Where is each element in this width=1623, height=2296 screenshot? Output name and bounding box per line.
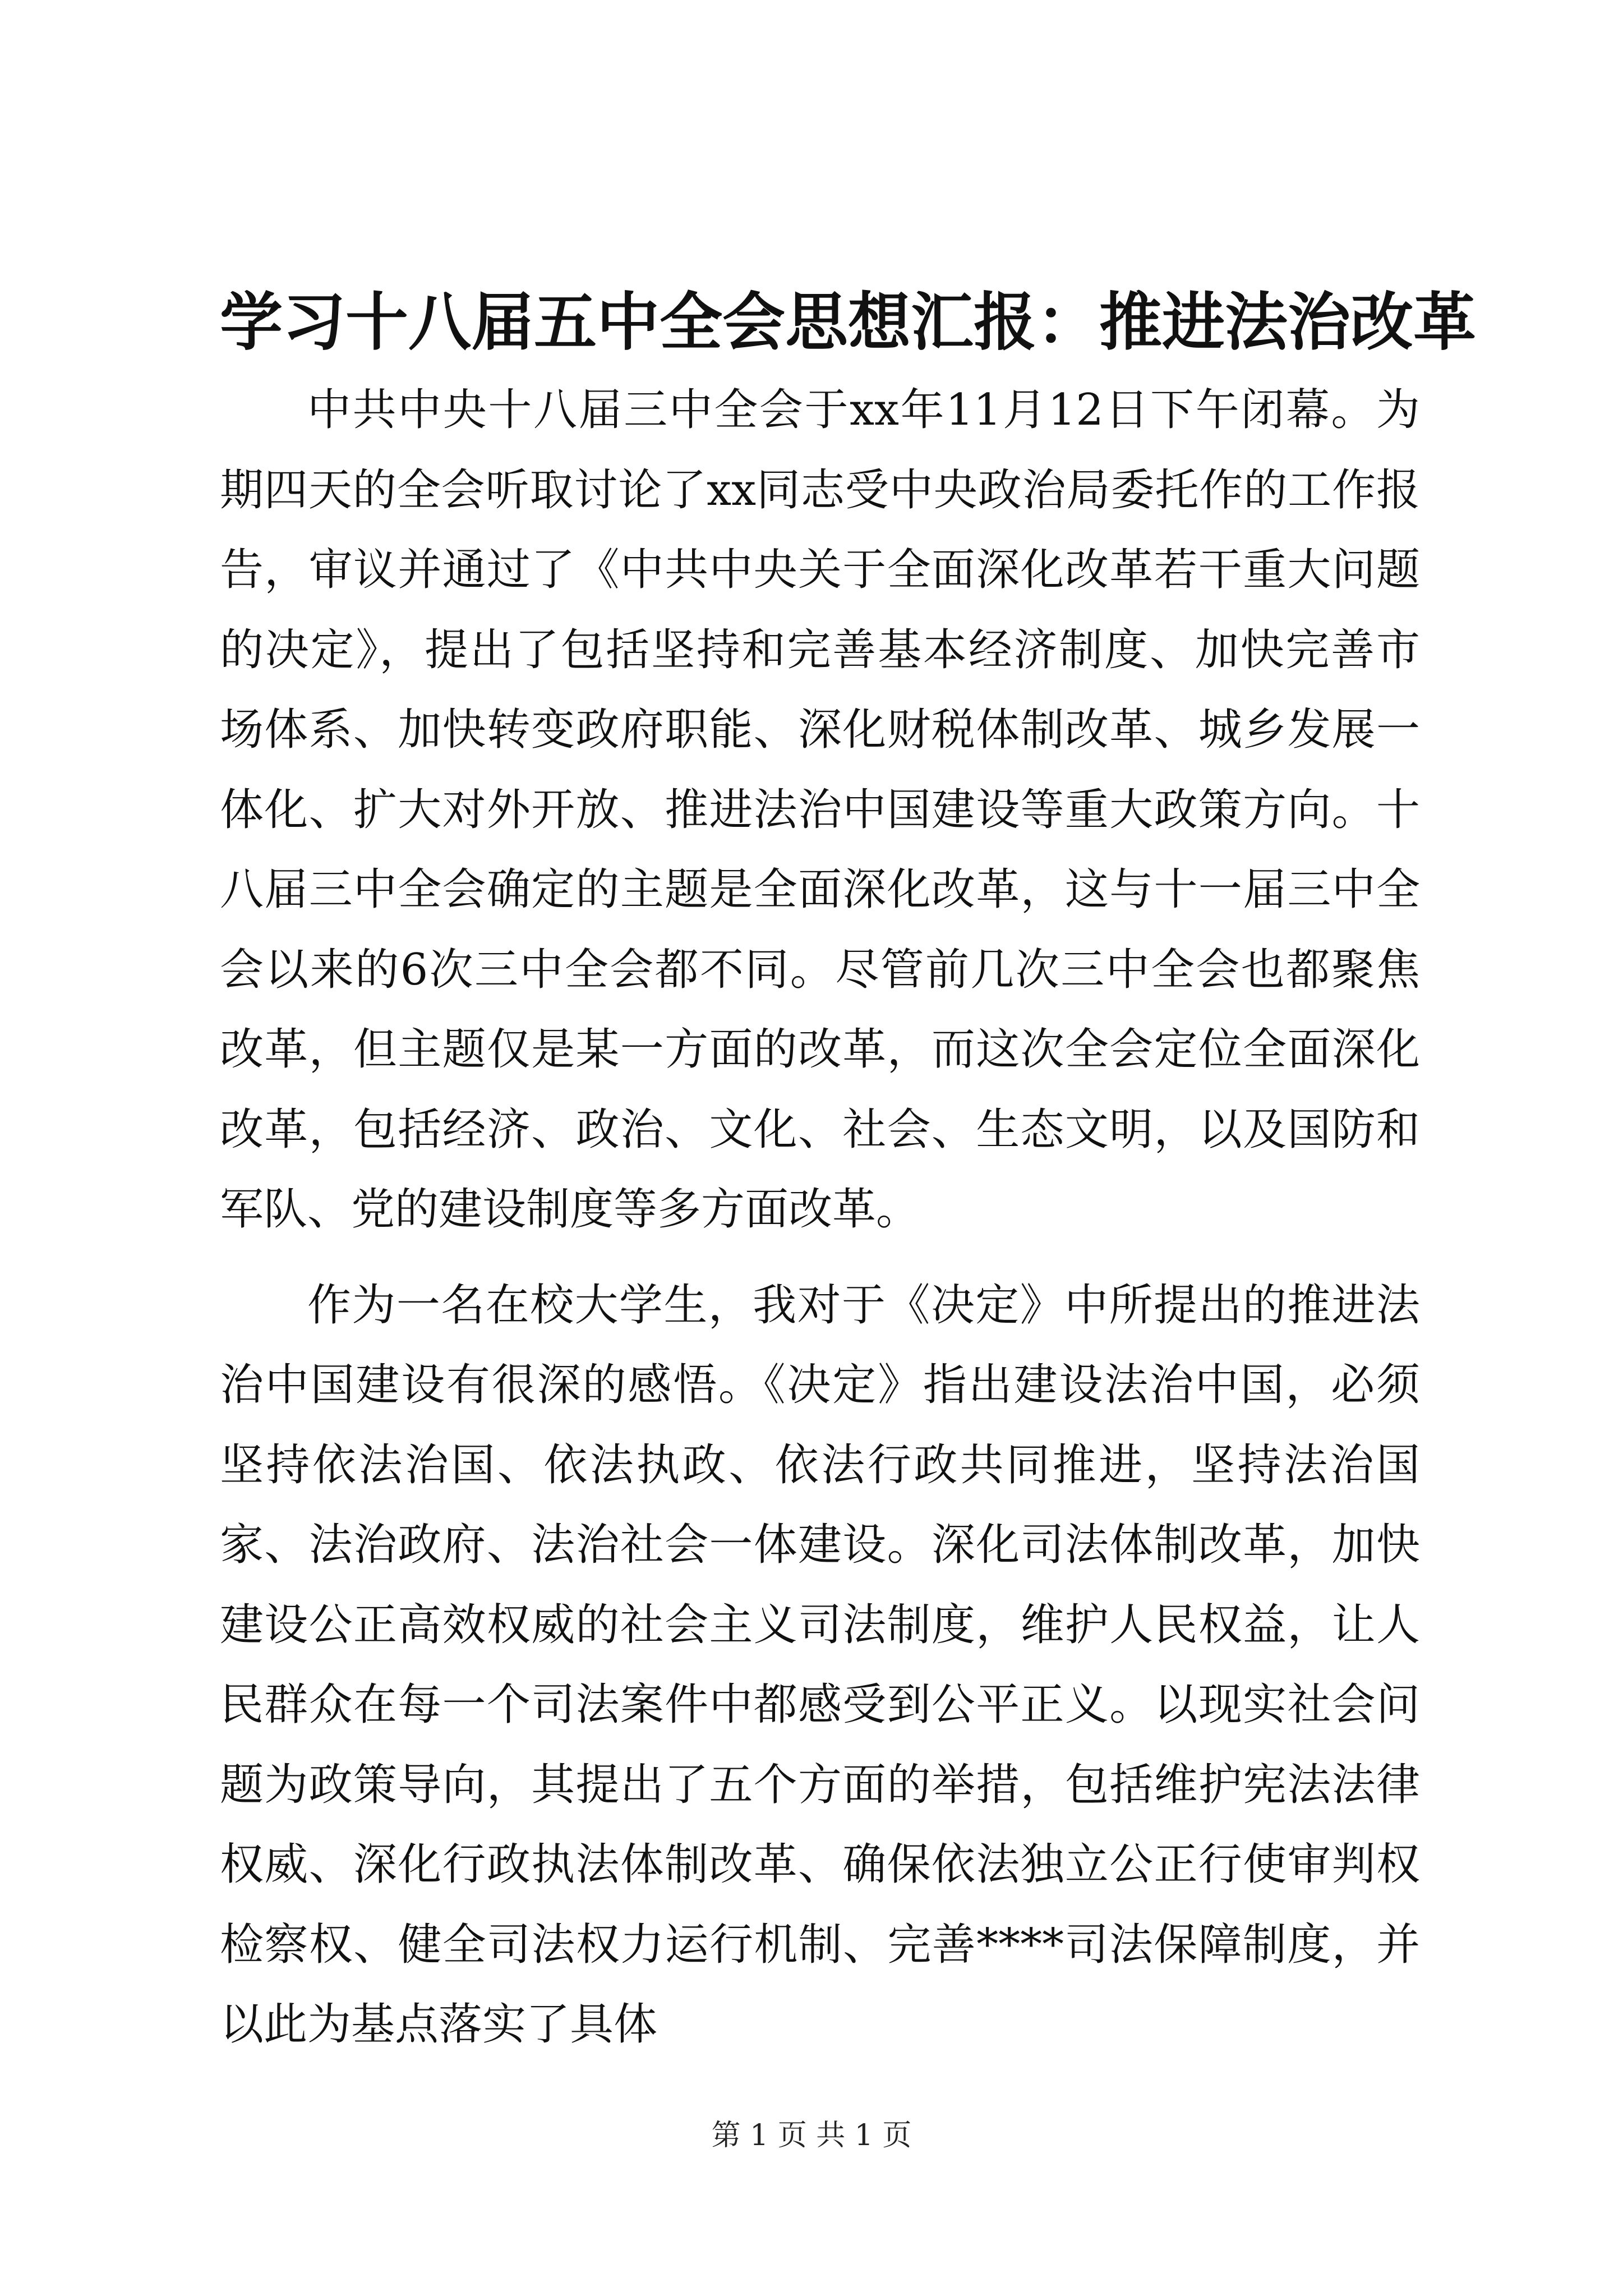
document-title: 学习十八届五中全会思想汇报：推进法治改革	[220, 286, 1476, 359]
document-body	[220, 370, 1420, 2065]
paragraph-2: 作为一名在校大学生，我对于《决定》中所提出的推进法治中国建设有很深的感悟。《决定》指出建设法治中国，必须坚持依法治国、依法执政、依法行政共同推进，坚持法治国家、法治政府、法治社会一体建设。深化司法体制改革，加快建设公正高效权威的社会主义司法制度，维护人民权益，让人民群众在每一个司法案件中都感受到公平正义。以现实社会问题为政策导向，其提出了五个方面的举措，包括维护宪法法律权威、深化行政执法体制改革、确保依法独立公正行使审判权检察权、健全司法权力运行机制、完善****司法保障制度，并以此为基点落实了具体	[220, 1280, 1420, 2050]
paragraph-1: 中共中央十八届三中全会于xx年11月12日下午闭幕。为期四天的全会听取讨论了xx同志受中央政治局委托作的工作报告，审议并通过了《中共中央关于全面深化改革若干重大问题的决定》，提出了包括坚持和完善基本经济制度、加快完善市场体系、加快转变政府职能、深化财税体制改革、城乡发展一体化、扩大对外开放、推进法治中国建设等重大政策方向。十八届三中全会确定的主题是全面深化改革，这与十一届三中全会以来的6次三中全会都不同。尽管前几次三中全会也都聚焦改革，但主题仅是某一方面的改革，而这次全会定位全面深化改革，包括经济、政治、文化、社会、生态文明，以及国防和军队、党的建设制度等多方面改革。	[220, 385, 1420, 1235]
page-number: 第 1 页 共 1 页	[711, 2119, 912, 2152]
